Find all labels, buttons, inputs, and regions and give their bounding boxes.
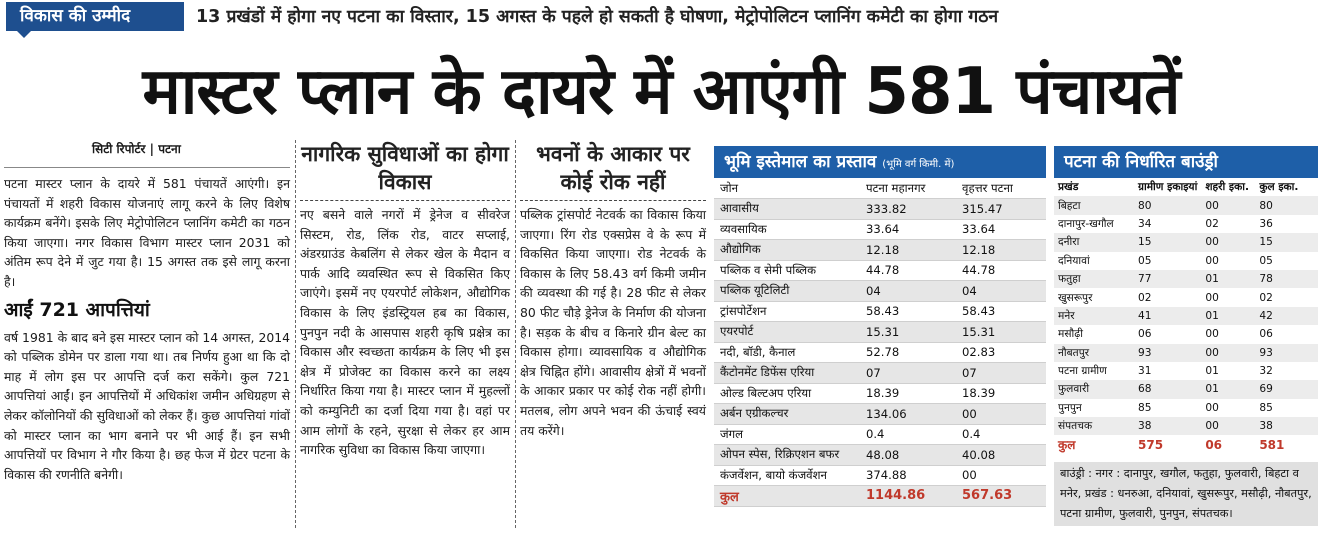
boundary-cell: 01	[1201, 270, 1255, 288]
landuse-row	[714, 445, 1046, 466]
boundary-note: बाउंड्री : नगर : दानापुर, खगौल, फतुहा, फुलवारी, बिहटा व मनेर, प्रखंड : धनरुआ, दनियावां, खुसरूपुर, मसौढ़ी, नौबतपुर, पटना ग्रामीण, फुलवारी, पुनपुन, संपतचक।	[1054, 462, 1318, 526]
landuse-cell: 333.82	[860, 199, 956, 220]
landuse-row	[714, 363, 1046, 384]
boundary-cell: संपतचक	[1054, 417, 1134, 435]
boundary-cell: 01	[1201, 380, 1255, 398]
landuse-cell: कुल	[714, 486, 860, 507]
boundary-cell: मसौढ़ी	[1058, 328, 1083, 341]
boundary-cell: 581	[1255, 435, 1318, 453]
boundary-cell: फुलवारी	[1054, 380, 1134, 398]
boundary-cell: 06	[1201, 435, 1255, 453]
landuse-cell: 00	[956, 404, 1046, 425]
boundary-cell: 77	[1134, 270, 1201, 288]
landuse-cell: 315.47	[956, 199, 1046, 220]
boundary-cell: फतुहा	[1054, 270, 1134, 288]
landuse-cell: 1144.86	[860, 486, 956, 507]
boundary-cell: शहरी इका.	[1201, 178, 1255, 196]
boundary-cell: 38	[1134, 417, 1201, 435]
landuse-cell: ओपन स्पेस, रिक्रिएशन बफर	[714, 445, 860, 466]
boundary-cell: 85	[1138, 401, 1152, 414]
boundary-row	[1054, 288, 1318, 306]
boundary-row	[1054, 417, 1318, 435]
boundary-cell: 80	[1134, 196, 1201, 214]
landuse-title-text: भूमि इस्तेमाल का प्रस्ताव	[724, 152, 877, 172]
boundary-cell: 06	[1259, 328, 1273, 341]
boundary-cell: 69	[1255, 380, 1318, 398]
boundary-cell: 34	[1138, 217, 1152, 230]
landuse-row	[714, 424, 1046, 445]
landuse-cell: पब्लिक यूटिलिटी	[714, 281, 860, 302]
landuse-unit: (भूमि वर्ग किमी. में)	[882, 159, 955, 170]
landuse-cell: पटना महानगर	[860, 178, 956, 199]
landuse-cell: 15.31	[860, 322, 956, 343]
boundary-cell: 36	[1259, 217, 1273, 230]
boundary-cell: 93	[1134, 344, 1201, 362]
boundary-row	[1054, 380, 1318, 398]
boundary-cell: बिहटा	[1054, 196, 1134, 214]
boundary-cell: 01	[1205, 365, 1219, 378]
landuse-cell: 33.64	[860, 219, 956, 240]
boundary-cell: 02	[1138, 291, 1152, 304]
landuse-cell: 134.06	[860, 404, 956, 425]
landuse-cell: 44.78	[956, 260, 1046, 281]
boundary-cell: 05	[1138, 254, 1152, 267]
sub-headline: 13 प्रखंडों में होगा नए पटना का विस्तार, 15 अगस्त के पहले हो सकती है घोषणा, मेट्रोपोलिटन प्लानिंग कमेटी का होगा गठन	[196, 7, 999, 27]
boundary-cell: मनेर	[1054, 307, 1134, 325]
landuse-row	[714, 383, 1046, 404]
landuse-cell: 00	[956, 465, 1046, 486]
column-body: नए बसने वाले नगरों में ड्रेनेज व सीवरेज सिस्टम, रोड, लिंक रोड, वाटर सप्लाई, अंडरग्राउंड केबलिंग से लेकर खेल के मैदान व पार्क आदि व्यवस्थित रूप से विकसित किए जाएंगे। इसमें नए एयरपोर्ट लोकेशन, औद्योगिक विकास के लिए इंडस्ट्रियल हब का विकास, पुनपुन नदी के आसपास शहरी कृषि प्रक्षेत्र का विकास और स्वच्छता कार्यक्रम के लिए भी इस क्षेत्र में प्रोजेक्ट का विकास करने का लक्ष्य निर्धारित किया गया है। मास्टर प्लान में मुहल्लों को कम्युनिटी का दर्जा दिया गया है। वहां पर आम लोगों के रहने, सुरक्षा से लेकर हर आम नागरिक सुविधा का विकास किया जाएगा।	[300, 207, 510, 458]
landuse-cell: 18.39	[956, 383, 1046, 404]
boundary-cell: 02	[1259, 291, 1273, 304]
boundary-row	[1054, 362, 1318, 380]
landuse-cell: 04	[860, 281, 956, 302]
article-column-2	[300, 140, 510, 460]
boundary-cell: 00	[1205, 328, 1219, 341]
landuse-cell: ट्रांसपोर्टेशन	[714, 301, 860, 322]
landuse-cell: व्यवसायिक	[714, 219, 860, 240]
article-column-3	[520, 140, 706, 440]
boundary-cell: दनीरा	[1054, 233, 1134, 251]
landuse-cell: 44.78	[860, 260, 956, 281]
boundary-cell: 05	[1259, 254, 1273, 267]
column-heading: भवनों के आकार पर कोई रोक नहीं	[520, 140, 706, 201]
landuse-cell: 48.08	[860, 445, 956, 466]
boundary-cell: 41	[1134, 307, 1201, 325]
boundary-table-title: पटना की निर्धारित बाउंड्री	[1054, 146, 1318, 178]
landuse-cell: आवासीय	[714, 199, 860, 220]
boundary-cell: 85	[1259, 401, 1273, 414]
boundary-cell: 15	[1255, 233, 1318, 251]
column-divider	[515, 140, 516, 528]
boundary-cell: 02	[1205, 217, 1219, 230]
landuse-cell: 58.43	[860, 301, 956, 322]
landuse-cell: जंगल	[714, 424, 860, 445]
landuse-row	[714, 301, 1046, 322]
column-heading: नागरिक सुविधाओं का होगा विकास	[300, 140, 510, 201]
landuse-row	[714, 404, 1046, 425]
boundary-row	[1054, 325, 1318, 343]
landuse-row	[714, 260, 1046, 281]
boundary-cell: कुल इका.	[1255, 178, 1318, 196]
boundary-total-row	[1054, 435, 1318, 453]
column-body: पब्लिक ट्रांसपोर्ट नेटवर्क का विकास किया जाएगा। रिंग रोड एक्सप्रेस वे के रूप में विकसित किया जाएगा। रोड नेटवर्क के विकास के लिए 58.43 वर्ग किमी जमीन की व्यवस्था की गई है। 28 फीट से लेकर 80 फीट चौड़े ड्रेनेज के निर्माण की योजना है। सड़क के बीच व किनारे ग्रीन बेल्ट का विकास होगा। व्यावसायिक व औद्योगिक क्षेत्र चिह्नित होंगे। आवासीय क्षेत्रों में भवनों के आकार प्रकार पर कोई रोक नहीं होगी। मतलब, लोग अपने भवन की ऊंचाई स्वयं तय करेंगे।	[520, 207, 706, 438]
landuse-cell: 374.88	[860, 465, 956, 486]
section-kicker: विकास की उम्मीद	[6, 2, 184, 31]
boundary-cell: 15	[1134, 233, 1201, 251]
boundary-header-row	[1054, 178, 1318, 196]
boundary-cell: प्रखंड	[1054, 178, 1134, 196]
landuse-row	[714, 465, 1046, 486]
landuse-cell: 33.64	[956, 219, 1046, 240]
landuse-cell: 0.4	[956, 424, 1046, 445]
landuse-row	[714, 342, 1046, 363]
landuse-total-row	[714, 486, 1046, 507]
landuse-cell: कैंटोनमेंट डिफेंस एरिया	[714, 363, 860, 384]
boundary-cell: 31	[1138, 365, 1152, 378]
landuse-cell: 58.43	[956, 301, 1046, 322]
boundary-row	[1054, 233, 1318, 251]
main-headline: मास्टर प्लान के दायरे में आएंगी 581 पंचायतें	[142, 55, 1180, 129]
boundary-cell: पटना ग्रामीण	[1058, 365, 1107, 378]
landuse-table-box	[714, 146, 1046, 507]
boundary-cell: 80	[1255, 196, 1318, 214]
article-subtitle: आईं 721 आपत्तियां	[4, 298, 150, 321]
boundary-cell: 93	[1255, 344, 1318, 362]
landuse-row	[714, 199, 1046, 220]
boundary-cell: 00	[1205, 291, 1219, 304]
boundary-row	[1054, 399, 1318, 417]
landuse-cell: ओल्ड बिल्टअप एरिया	[714, 383, 860, 404]
boundary-row	[1054, 270, 1318, 288]
boundary-cell: 32	[1259, 365, 1273, 378]
landuse-cell: 40.08	[956, 445, 1046, 466]
boundary-cell: 68	[1134, 380, 1201, 398]
boundary-cell: खुसरूपुर	[1058, 291, 1093, 304]
landuse-table-title	[714, 146, 1046, 178]
landuse-header-row	[714, 178, 1046, 199]
landuse-cell: नदी, बॉडी, कैनाल	[714, 342, 860, 363]
landuse-cell: वृहत्तर पटना	[956, 178, 1046, 199]
boundary-cell: 00	[1201, 196, 1255, 214]
column-divider	[295, 140, 296, 528]
landuse-cell: जोन	[714, 178, 860, 199]
landuse-cell: 567.63	[956, 486, 1046, 507]
landuse-cell: 12.18	[860, 240, 956, 261]
boundary-cell: 00	[1201, 233, 1255, 251]
landuse-cell: औद्योगिक	[714, 240, 860, 261]
boundary-cell: 00	[1205, 254, 1219, 267]
landuse-row	[714, 240, 1046, 261]
boundary-cell: दनियावां	[1058, 254, 1090, 267]
landuse-cell: 18.39	[860, 383, 956, 404]
boundary-row	[1054, 215, 1318, 233]
byline: सिटी रिपोर्टर | पटना	[4, 140, 290, 168]
landuse-cell: कंजर्वेशन, बायो कंजर्वेशन	[714, 465, 860, 486]
landuse-cell: 04	[956, 281, 1046, 302]
boundary-cell: 42	[1255, 307, 1318, 325]
landuse-cell: एयरपोर्ट	[714, 322, 860, 343]
boundary-row	[1054, 344, 1318, 362]
boundary-cell: 01	[1201, 307, 1255, 325]
landuse-cell: 15.31	[956, 322, 1046, 343]
landuse-cell: 07	[956, 363, 1046, 384]
boundary-cell: नौबतपुर	[1054, 344, 1134, 362]
landuse-row	[714, 281, 1046, 302]
boundary-cell: 78	[1255, 270, 1318, 288]
boundary-table-box	[1054, 146, 1318, 454]
landuse-cell: 02.83	[956, 342, 1046, 363]
boundary-cell: पुनपुन	[1058, 401, 1082, 414]
landuse-row	[714, 322, 1046, 343]
boundary-cell: 38	[1255, 417, 1318, 435]
boundary-cell: दानापुर-खगौल	[1058, 217, 1114, 230]
landuse-cell: 12.18	[956, 240, 1046, 261]
boundary-row	[1054, 252, 1318, 270]
article-paragraph-2: वर्ष 1981 के बाद बने इस मास्टर प्लान को 14 अगस्त, 2014 को पब्लिक डोमेन पर डाला गया था। तब निर्णय हुआ था कि दो माह में लोग इस पर आपत्ति दर्ज करा सकेंगे। कुल 721 आपत्तियां आईं। इन आपत्तियों में अधिकांश जमीन अधिग्रहण से लेकर कॉलोनियों की सुविधाओं को लेकर हैं। कुछ आपत्तियां गांवों को मास्टर प्लान का भाग बनाने पर भी आई हैं। इन सभी आपत्तियों पर विभाग ने गौर किया है। छह फेज में ग्रेटर पटना के विकास की रणनीति बनेगी।	[4, 329, 290, 482]
boundary-row	[1054, 196, 1318, 214]
boundary-table	[1054, 178, 1318, 454]
boundary-cell: 00	[1201, 417, 1255, 435]
boundary-cell: कुल	[1054, 435, 1134, 453]
landuse-cell: 07	[860, 363, 956, 384]
article-column-1	[4, 140, 290, 484]
boundary-cell: ग्रामीण इकाइयां	[1134, 178, 1201, 196]
boundary-cell: 06	[1138, 328, 1152, 341]
boundary-cell: 00	[1201, 344, 1255, 362]
landuse-row	[714, 219, 1046, 240]
landuse-cell: अर्बन एग्रीकल्चर	[714, 404, 860, 425]
landuse-table	[714, 178, 1046, 507]
landuse-cell: पब्लिक व सेमी पब्लिक	[714, 260, 860, 281]
landuse-cell: 52.78	[860, 342, 956, 363]
boundary-cell: 00	[1205, 401, 1219, 414]
boundary-cell: 575	[1134, 435, 1201, 453]
boundary-row	[1054, 307, 1318, 325]
landuse-cell: 0.4	[860, 424, 956, 445]
article-paragraph-1: पटना मास्टर प्लान के दायरे में 581 पंचायतें आएंगी। इन पंचायतों में शहरी विकास योजनाएं लागू करने के लिए विशेष कार्यक्रम बनेंगे। इसके लिए मेट्रोपोलिटन प्लानिंग कमेटी का गठन किया जाएगा। नगर विकास विभाग मास्टर प्लान 2031 को अंतिम रूप देने में जुट गया है। 15 अगस्त तक इसे लागू करना है।	[4, 176, 290, 289]
